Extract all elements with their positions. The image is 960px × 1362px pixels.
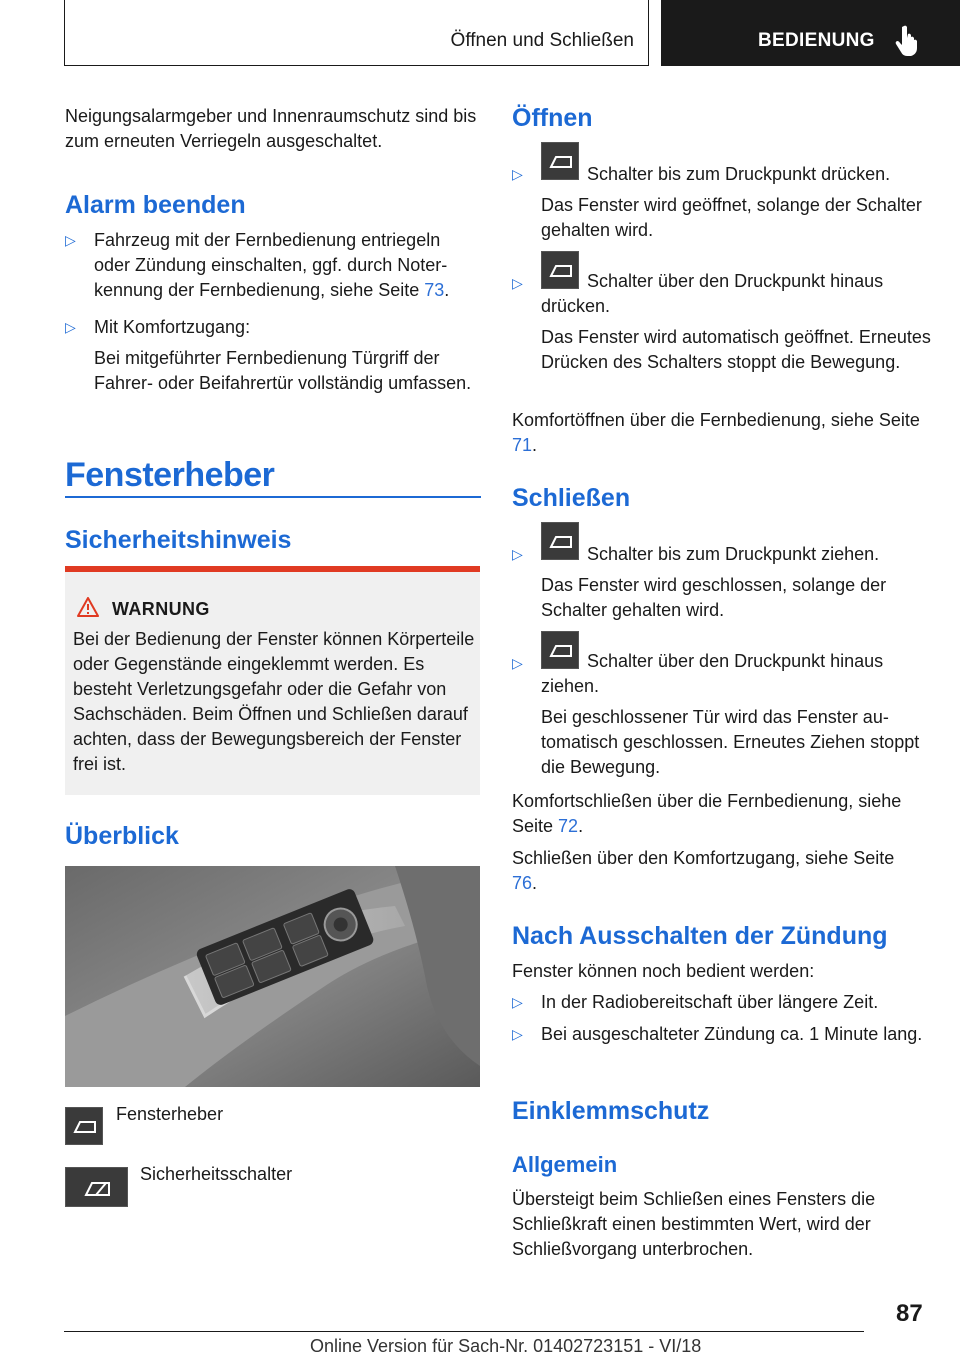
warning-triangle-icon (77, 597, 99, 617)
page-link-73[interactable]: 73 (424, 280, 445, 300)
bullet-triangle-icon: ▷ (65, 232, 76, 248)
page-header (0, 0, 960, 66)
pinch-heading: Einklemmschutz (512, 1097, 710, 1125)
legend-safety-switch: Sicherheitsschalter (140, 1164, 293, 1184)
door-panel-illustration (65, 866, 480, 1087)
bullet-triangle-icon: ▷ (512, 655, 523, 671)
general-body: Übersteigt beim Schließen eines Fensters die Schließkraft einen bestimmten Wert, wird der Schließvorgang unterbrochen. (512, 1189, 876, 1259)
warning-body: Bei der Bedienung der Fenster können Körperteile oder Gegenstände eingeklemmt werden. Es besteht Verletzungsgefahr oder die Gefahr von Sachschäden. Beim Öffnen und Schließen darauf achten, dass der Bewegungsbereich der Fenster frei ist. (73, 629, 475, 774)
page-link-72[interactable]: 72 (558, 816, 579, 836)
close-comfort-text-1: Komfortschließen über die Fernbedienung, siehe Seite 72. (512, 791, 902, 836)
window-switch-legend-icon (65, 1107, 103, 1145)
close-bullet-2: ▷ Schalter über den Druckpunkt hinaus ziehen. Bei geschlossener Tür wird das Fenster automatisch geschlossen. Erneutes Ziehen stoppt die Bewegung. (512, 631, 932, 780)
open-heading: Öffnen (512, 104, 593, 132)
ignition-bullet-2: ▷ Bei ausgeschalteter Zündung ca. 1 Minute lang. (512, 1022, 932, 1047)
window-switch-icon (541, 631, 579, 669)
door-panel-photo (65, 866, 480, 1087)
safety-switch-legend-icon (65, 1167, 128, 1207)
ignition-bullet-1: ▷ In der Radiobereitschaft über längere Zeit. (512, 990, 932, 1015)
footer-text: Online Version für Sach-Nr. 01402723151 - VI/18 (310, 1336, 702, 1356)
page-number: 87 (896, 1300, 923, 1327)
warning-box (65, 566, 480, 795)
chapter-title: Öffnen und Schließen (450, 30, 634, 51)
alarm-heading: Alarm beenden (65, 191, 246, 219)
page-link-76[interactable]: 76 (512, 873, 533, 893)
overview-heading: Überblick (65, 822, 179, 850)
header-section-box (661, 0, 960, 66)
footer-rule (64, 1331, 864, 1332)
bullet-triangle-icon: ▷ (512, 275, 523, 291)
bullet-triangle-icon: ▷ (512, 994, 523, 1010)
window-switch-icon (541, 251, 579, 289)
section-title: BEDIENUNG (758, 30, 875, 51)
bullet-triangle-icon: ▷ (512, 546, 523, 562)
alarm-bullet-1: ▷ Fahrzeug mit der Fernbedienung entriegeln oder Zündung einschalten, ggf. durch Noterkennung der Fernbedienung, siehe Seite 73. (65, 230, 450, 300)
bullet-triangle-icon: ▷ (65, 319, 76, 335)
close-heading: Schließen (512, 484, 631, 512)
window-switch-icon (541, 522, 579, 560)
general-heading: Allgemein (512, 1152, 618, 1177)
open-bullet-1: ▷ Schalter bis zum Druckpunkt drücken. Das Fenster wird geöffnet, solange der Schalter gehalten wird. (512, 142, 932, 243)
intro-text: Neigungsalarmgeber und Innenraumschutz sind bis zum erneuten Verriegeln ausgeschaltet. (65, 106, 477, 151)
header-title-box (64, 0, 649, 66)
alarm-bullet-2: ▷ Mit Komfortzugang: Bei mitgeführter Fernbedienung Türgriff der Fahrer- oder Beifahrertür vollständig umfassen. (65, 317, 472, 393)
window-switch-icon (541, 142, 579, 180)
open-comfort-text: Komfortöffnen über die Fernbedienung, siehe Seite 71. (512, 410, 920, 455)
warning-title: WARNUNG (112, 599, 210, 619)
legend-window-lifter: Fensterheber (116, 1104, 224, 1124)
heading-rule (65, 496, 481, 498)
safety-heading: Sicherheitshinweis (65, 526, 292, 554)
close-comfort-text-2: Schließen über den Komfortzugang, siehe Seite 76. (512, 848, 895, 893)
ignition-intro: Fenster können noch bedient werden: (512, 961, 815, 981)
bullet-triangle-icon: ▷ (512, 1026, 523, 1042)
open-bullet-2: ▷ Schalter über den Druckpunkt hinaus drücken. Das Fenster wird automatisch geöffnet. Erneutes Drücken des Schalters stoppt die Bewegung. (512, 251, 932, 375)
close-bullet-1: ▷ Schalter bis zum Druckpunkt ziehen. Das Fenster wird geschlossen, solange der Schalter gehalten wird. (512, 522, 932, 623)
ignition-heading: Nach Ausschalten der Zündung (512, 922, 888, 950)
main-heading: Fensterheber (65, 456, 275, 494)
hand-pointer-icon (895, 24, 921, 56)
bullet-triangle-icon: ▷ (512, 166, 523, 182)
page-link-71[interactable]: 71 (512, 435, 533, 455)
